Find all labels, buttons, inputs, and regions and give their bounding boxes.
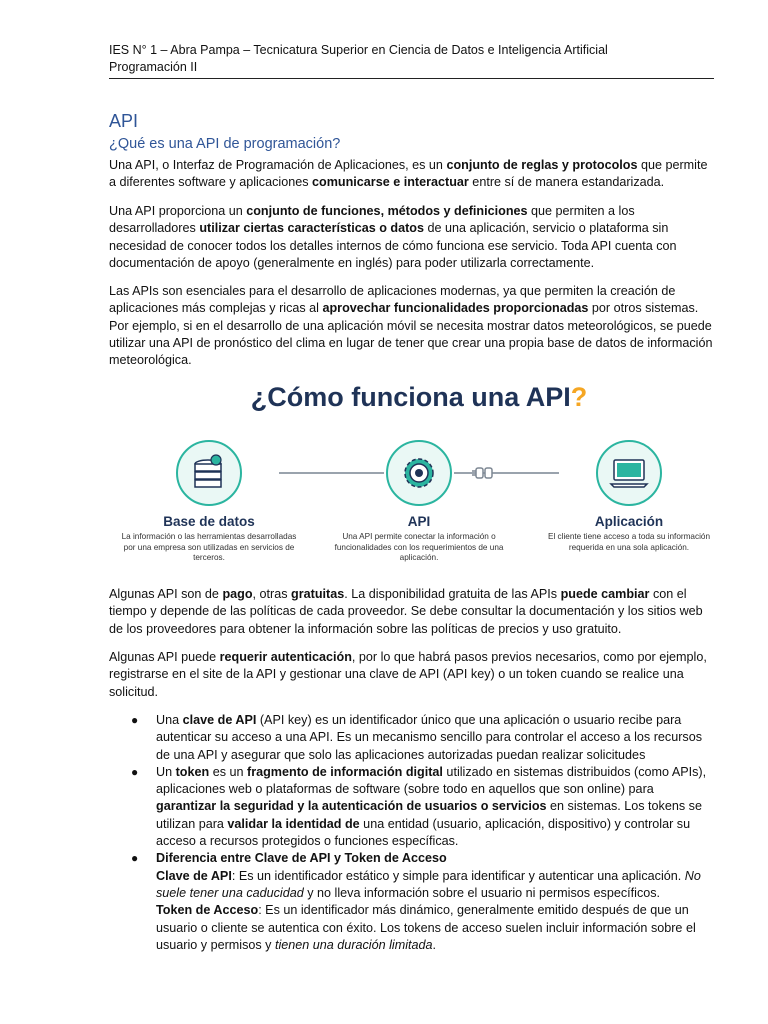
paragraph-pricing: Algunas API son de pago, otras gratuitas. La disponibilidad gratuita de las APIs puede cambiar con el tiempo y depende de las políticas de cada proveedor. Se debe consultar la documentación y los sitios web de los proveedores para obtener la información sobre las políticas de precios y uso gratuito. bbox=[109, 587, 703, 636]
node-api-desc: Una API permite conectar la información o funcionalidades con los requerimientos de una aplicación. bbox=[334, 532, 504, 562]
database-icon bbox=[176, 440, 242, 506]
list-item-difference: ● Diferencia entre Clave de API y Token de Acceso Clave de API: Es un identificador estático y simple para identificar y autenticar una aplicación. No suele tener una caducidad y no lleva información sobre el usuario ni permisos específicos. Token de Acceso: Es un identificador más dinámico, generalmente emitido después de que un usuario o cliente se autentica con éxito. Los tokens de acceso suelen incluir información sobre el usuario y permisos y tienen una duración limitada. bbox=[131, 851, 701, 952]
node-api-title: API bbox=[407, 514, 431, 529]
header-line-course: Programación II bbox=[109, 60, 198, 74]
node-application-desc: El cliente tiene acceso a toda su información requerida en una sola aplicación. bbox=[547, 532, 711, 552]
difference-title: Diferencia entre Clave de API y Token de Acceso bbox=[156, 851, 447, 866]
paragraph-functions: Una API proporciona un conjunto de funciones, métodos y definiciones que permiten a los desarrolladores utilizar ciertas características o datos de una aplicación, servicio o plataforma sin necesidad de conocer todos los detalles internos de cómo funciona ese servicio. Toda API cuenta con documentación de apoyo (generalmente en inglés) para poder utilizarla correctamente. bbox=[109, 204, 677, 270]
diagram-title: ¿Cómo funciona una API? bbox=[250, 382, 588, 412]
paragraph-importance: Las APIs son esenciales para el desarrollo de aplicaciones modernas, ya que permiten la creación de aplicaciones más complejas y ricas al aprovechar funcionalidades proporcionadas por otros sistemas. Por ejemplo, si en el desarrollo de una aplicación móvil se necesita mostrar datos meteorológicos, se puede utilizar una API de pronóstico del clima en lugar de tener que crear una propia base de datos de información meteorológica. bbox=[109, 284, 713, 368]
bullet-icon: ● bbox=[131, 764, 139, 779]
bullet-icon: ● bbox=[131, 713, 139, 727]
section-title: API bbox=[109, 111, 139, 131]
section-subtitle: ¿Qué es una API de programación? bbox=[109, 136, 341, 152]
node-api bbox=[329, 440, 509, 564]
gear-icon bbox=[386, 440, 452, 506]
node-database-title: Base de datos bbox=[163, 514, 255, 529]
bullet-list bbox=[109, 712, 714, 954]
node-database bbox=[119, 440, 299, 564]
paragraph-definition: Una API, o Interfaz de Programación de Aplicaciones, es un conjunto de reglas y protocolos que permite a diferentes software y aplicaciones comunicarse e interactuar entre sí de manera estandarizada. bbox=[109, 158, 708, 190]
api-diagram-figure bbox=[121, 382, 711, 572]
paragraph-authentication: Algunas API puede requerir autenticación, por lo que habrá pasos previos necesarios, como por ejemplo, registrarse en el site de la API y gestionar una clave de API (API key) o un token cuando se realice una solicitud. bbox=[109, 650, 707, 699]
node-application bbox=[539, 440, 719, 553]
computer-icon bbox=[596, 440, 662, 506]
list-item-token: ● Un token es un fragmento de información digital utilizado en sistemas distribuidos (como APIs), aplicaciones web o plataformas de software (sobre todo en aquellos que son online) para garantizar la seguridad y la autenticación de usuarios o servicios en sistemas. Los tokens se utilizan para validar la identidad de una entidad (usuario, aplicación, dispositivo) y controlar su acceso a recursos protegidos o funciones específicas. bbox=[131, 764, 707, 849]
node-application-title: Aplicación bbox=[594, 514, 664, 529]
list-item-api-key: ● Una clave de API (API key) es un identificador único que una aplicación o usuario recibe para autenticar su acceso a una API. Es un mecanismo sencillo para controlar el acceso a los recursos de una API y asegurar que solo las aplicaciones autorizadas puedan realizar solicitudes bbox=[131, 713, 703, 762]
node-database-desc: La información o las herramientas desarrolladas por una empresa son utilizadas en servicios de terceros. bbox=[121, 532, 297, 562]
bullet-icon: ● bbox=[131, 851, 139, 866]
page-header bbox=[109, 42, 714, 79]
header-line-institution: IES N° 1 – Abra Pampa – Tecnicatura Superior en Ciencia de Datos e Inteligencia Artificial bbox=[109, 43, 608, 57]
